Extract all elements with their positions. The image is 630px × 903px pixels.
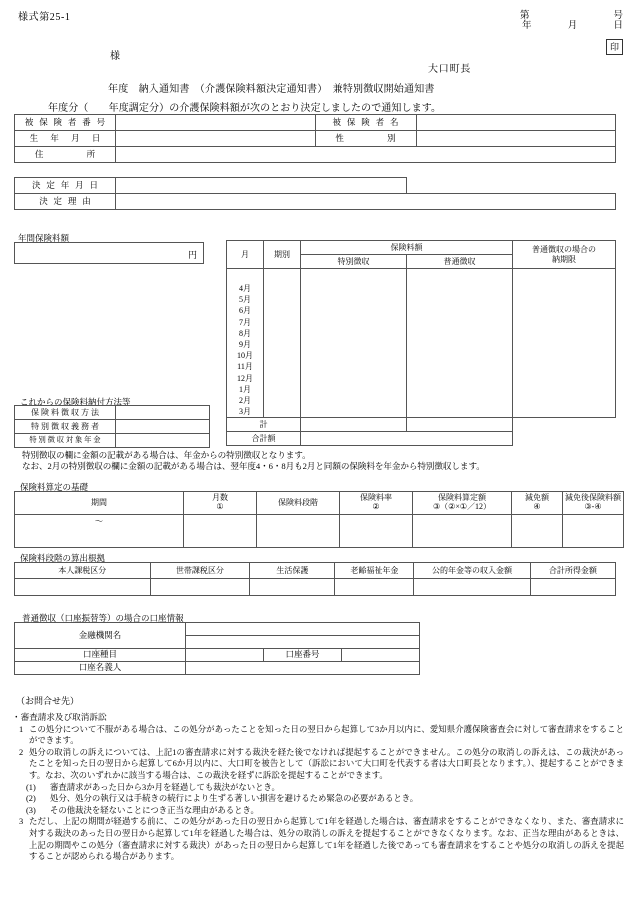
- value-insured-number[interactable]: [116, 115, 316, 131]
- month-label: 10月: [237, 351, 253, 361]
- payment-method-table: [14, 405, 210, 448]
- annual-premium-box[interactable]: [14, 242, 204, 264]
- value-public-pension-income[interactable]: [414, 579, 531, 596]
- normal-collection-entry-cell[interactable]: [407, 269, 513, 418]
- value-account-type[interactable]: [186, 649, 264, 662]
- label-special-pension: 特 別 徴 収 対 象 年 金: [15, 434, 116, 448]
- table-row: [15, 115, 616, 131]
- label-account-type: 口座種目: [15, 649, 186, 662]
- due-date-entry-cell[interactable]: [513, 269, 616, 418]
- value-address[interactable]: [116, 147, 616, 163]
- month-label: 6月: [239, 306, 251, 316]
- label-account-holder: 口座名義人: [15, 662, 186, 675]
- month-label: 12月: [237, 373, 253, 383]
- note-special-collection: 特別徴収の欄に金額の記載がある場合は、年金からの特別徴収となります。: [22, 450, 311, 460]
- legal-item-text: ただし、上記の期間が経過する前に、この処分があった日の翌日から起算して1年を経過した場合は、審査請求をすることができなくなり、また、審査請求に対する裁決のあった日の翌日から起算して1年を経過した場合は、処分の取消しの訴えを提起することができなくなります。なお、正当な理由があるときは、上記の期間やこの処分（審査請求に対する裁決）があった日の翌日から起算して1年を経過した後であっても審査請求をすることや処分の取消しの訴えを提起することが認められる場合があります。: [29, 817, 624, 862]
- table-row: [15, 194, 616, 210]
- header-term: 期別: [264, 241, 301, 269]
- header-reduction-amount-line1: 減免額: [525, 493, 549, 503]
- table-row: [15, 406, 210, 420]
- payment-method-label: これからの保険料納付方法等: [20, 397, 131, 407]
- issuer-name: 大口町長: [428, 64, 472, 75]
- stage-table-label: 保険料段階の算出根拠: [20, 553, 106, 563]
- document-lead-text: 年度分（ 年度調定分）の介護保険料額が次のとおり決定しましたので通知します。: [48, 103, 442, 114]
- header-personal-tax-class: 本人課税区分: [15, 563, 151, 579]
- header-reduction-amount-line2: ④: [533, 502, 541, 511]
- value-grand-total[interactable]: [301, 432, 513, 446]
- header-premium-rate: [340, 492, 413, 515]
- grand-total-spacer: [513, 432, 616, 446]
- table-row: [15, 623, 420, 636]
- value-old-age-welfare-pension[interactable]: [335, 579, 414, 596]
- value-public-assistance[interactable]: [250, 579, 335, 596]
- value-special-collector[interactable]: [116, 420, 210, 434]
- header-period: [15, 492, 184, 515]
- value-premium-stage[interactable]: [257, 515, 340, 548]
- label-insured-name: 被 保 険 者 名: [315, 115, 416, 131]
- monthly-premium-table: [226, 240, 616, 446]
- legal-subitem-text: 審査請求があった日から3か月を経過しても裁決がないとき。: [50, 782, 280, 792]
- annual-premium-label: 年間保険料額: [18, 233, 70, 243]
- header-premium-amount: 保険料額: [301, 241, 513, 255]
- header-month: 月: [227, 241, 264, 269]
- header-after-reduction: [563, 492, 624, 515]
- header-month-count: [184, 492, 257, 515]
- value-account-number[interactable]: [342, 649, 420, 662]
- header-premium-stage-line1: 保険料段階: [278, 497, 318, 507]
- table-header-row: [227, 241, 616, 255]
- header-public-pension-income: 公的年金等の収入金額: [414, 563, 531, 579]
- bank-info-label: 普通徴収（口座振替等）の場合の口座情報: [22, 613, 184, 623]
- label-sex: 性 別: [315, 131, 416, 147]
- value-financial-institution-branch[interactable]: [186, 636, 420, 649]
- date-month-label: 月: [567, 20, 578, 31]
- document-number-block: [520, 11, 625, 52]
- legal-subitem-number: (2): [26, 794, 36, 804]
- value-reduction-amount[interactable]: [512, 515, 563, 548]
- header-period-line1: 期間: [91, 497, 107, 507]
- header-premium-rate-line2: ②: [372, 502, 380, 511]
- bank-account-table: [14, 622, 420, 675]
- term-entry-cell[interactable]: [264, 269, 301, 418]
- decision-date-spacer: [407, 178, 616, 194]
- month-label: 11月: [237, 362, 253, 372]
- table-row: [15, 662, 420, 675]
- value-after-reduction[interactable]: [563, 515, 624, 548]
- value-subtotal-normal[interactable]: [407, 418, 513, 432]
- month-label: 4月: [239, 284, 251, 293]
- annual-premium-unit: 円: [187, 250, 197, 260]
- header-due-date-line1: 普通徴収の場合の: [532, 245, 596, 255]
- label-decision-date: 決 定 年 月 日: [15, 178, 116, 194]
- header-reduction-amount: [512, 492, 563, 515]
- value-month-count[interactable]: [184, 515, 257, 548]
- table-row: [15, 147, 616, 163]
- label-subtotal: 計: [227, 418, 301, 432]
- table-header-row: [15, 492, 624, 515]
- value-decision-reason[interactable]: [116, 194, 616, 210]
- table-row: [227, 269, 616, 418]
- table-row: [15, 420, 210, 434]
- month-label: 9月: [239, 340, 251, 350]
- legal-subitem: [12, 782, 624, 794]
- legal-subitem: [12, 793, 624, 805]
- value-household-tax-class[interactable]: [150, 579, 250, 596]
- number-suffix: 号: [613, 11, 623, 21]
- value-period[interactable]: ～: [15, 515, 184, 548]
- month-list-cell: [227, 269, 264, 418]
- value-sex[interactable]: [416, 131, 616, 147]
- month-label: 2月: [239, 396, 251, 406]
- value-collection-method[interactable]: [116, 406, 210, 420]
- header-household-tax-class: 世帯課税区分: [150, 563, 250, 579]
- legal-item: [12, 816, 624, 862]
- header-old-age-welfare-pension: 老齢福祉年金: [335, 563, 414, 579]
- legal-item-number: 2: [19, 747, 24, 757]
- header-premium-rate-line1: 保険料率: [360, 493, 392, 503]
- label-grand-total: 合計額: [227, 432, 301, 446]
- header-public-assistance: 生活保護: [250, 563, 335, 579]
- legal-subitem-number: (3): [26, 805, 36, 815]
- label-decision-reason: 決 定 理 由: [15, 194, 116, 210]
- label-account-number: 口座番号: [264, 649, 342, 662]
- month-label: 3月: [239, 407, 251, 417]
- premium-basis-table: [14, 491, 624, 548]
- value-special-pension[interactable]: [116, 434, 210, 448]
- legal-item-number: 3: [19, 817, 24, 827]
- month-label: 1月: [239, 384, 251, 394]
- insured-person-table: [14, 114, 616, 163]
- contact-label: （お問合せ先）: [16, 696, 80, 706]
- header-due-date: [513, 241, 616, 269]
- basis-table-label: 保険料算定の基礎: [20, 482, 89, 492]
- header-calculated-amount-line1: 保険料算定額: [438, 493, 486, 503]
- header-total-income: 合計所得金額: [530, 563, 615, 579]
- month-label: 5月: [239, 295, 251, 305]
- header-month-count-line1: 月数: [212, 493, 228, 503]
- table-row: [15, 178, 616, 194]
- legal-heading: ・審査請求及び取消訴訟: [12, 712, 107, 722]
- table-row: [15, 649, 420, 662]
- seal-stamp-box: 印: [606, 39, 623, 55]
- table-row: [15, 515, 624, 548]
- header-due-date-line2: 納期限: [552, 254, 576, 264]
- legal-subitem: [12, 805, 624, 817]
- month-label: 7月: [239, 317, 251, 327]
- value-personal-tax-class[interactable]: [15, 579, 151, 596]
- subtotal-spacer: [513, 418, 616, 432]
- header-after-reduction-formula: ③-④: [584, 502, 602, 511]
- legal-item: [12, 724, 624, 747]
- legal-subitem-text: 処分、処分の執行又は手続きの続行により生ずる著しい損害を避けるため緊急の必要があるとき。: [50, 794, 419, 804]
- value-calculated-amount[interactable]: [413, 515, 512, 548]
- table-row: [15, 131, 616, 147]
- legal-notice-section: [12, 712, 624, 863]
- legal-item-number: 1: [19, 724, 24, 734]
- label-address: 住 所: [15, 147, 116, 163]
- decision-table: [14, 177, 616, 210]
- header-calculated-amount-formula: ③（②×①／12）: [432, 502, 492, 511]
- legal-item-text: この処分について不服がある場合は、この処分があったことを知った日の翌日から起算して3か月以内に、愛知県介護保険審査会に対して審査請求をすることができます。: [29, 724, 624, 746]
- header-normal-collection: 普通徴収: [407, 255, 513, 269]
- date-day-label: 日: [613, 20, 623, 31]
- table-header-row: [15, 563, 616, 579]
- table-row: [227, 418, 616, 432]
- legal-subitem-number: (1): [26, 782, 36, 792]
- label-financial-institution: 金融機関名: [15, 623, 186, 649]
- number-prefix: 第: [520, 11, 530, 21]
- value-birth-date[interactable]: [116, 131, 316, 147]
- value-premium-rate[interactable]: [340, 515, 413, 548]
- special-collection-entry-cell[interactable]: [301, 269, 407, 418]
- header-premium-stage: [257, 492, 340, 515]
- table-row: [15, 434, 210, 448]
- addressee-suffix: 様: [110, 51, 120, 62]
- header-special-collection: 特別徴収: [301, 255, 407, 269]
- value-account-holder[interactable]: [186, 662, 420, 675]
- header-calculated-amount: [413, 492, 512, 515]
- premium-stage-basis-table: [14, 562, 616, 596]
- legal-item: [12, 747, 624, 782]
- legal-subitem-text: その他裁決を経ないことにつき正当な理由があるとき。: [50, 805, 259, 815]
- value-subtotal-special[interactable]: [301, 418, 407, 432]
- value-financial-institution[interactable]: [186, 623, 420, 636]
- legal-item-text: 処分の取消しの訴えについては、上記1の審査請求に対する裁決を経た後でなければ提起することができません。この処分の取消しの訴えは、この裁決があったことを知った日の翌日から起算して6か月以内に、大口町を被告として（訴訟において大口町を代表する者は大口町長となります。）、提起することができます。なお、次のいずれかに該当する場合は、この裁決を経ずに訴訟を提起することができます。: [29, 747, 624, 780]
- value-total-income[interactable]: [530, 579, 615, 596]
- label-birth-date: 生 年 月 日: [15, 131, 116, 147]
- value-insured-name[interactable]: [416, 115, 616, 131]
- header-month-count-line2: ①: [216, 502, 224, 511]
- table-row: [227, 432, 616, 446]
- header-after-reduction-line1: 減免後保険料額: [565, 493, 621, 503]
- table-row: [15, 579, 616, 596]
- value-decision-date[interactable]: [116, 178, 407, 194]
- form-code: 様式第25-1: [18, 12, 71, 23]
- label-insured-number: 被 保 険 者 番 号: [15, 115, 116, 131]
- label-special-collector: 特 別 徴 収 義 務 者: [15, 420, 116, 434]
- month-label: 8月: [239, 328, 251, 338]
- label-collection-method: 保 険 料 徴 収 方 法: [15, 406, 116, 420]
- note-february-carryover: なお、2月の特別徴収の欄に金額の記載がある場合は、翌年度4・6・8月も2月と同額の保険料を年金から特別徴収します。: [22, 461, 485, 471]
- date-year-label: 年: [522, 20, 532, 31]
- document-title: 年度 納入通知書 （介護保険料額決定通知書） 兼特別徴収開始通知書: [108, 84, 435, 95]
